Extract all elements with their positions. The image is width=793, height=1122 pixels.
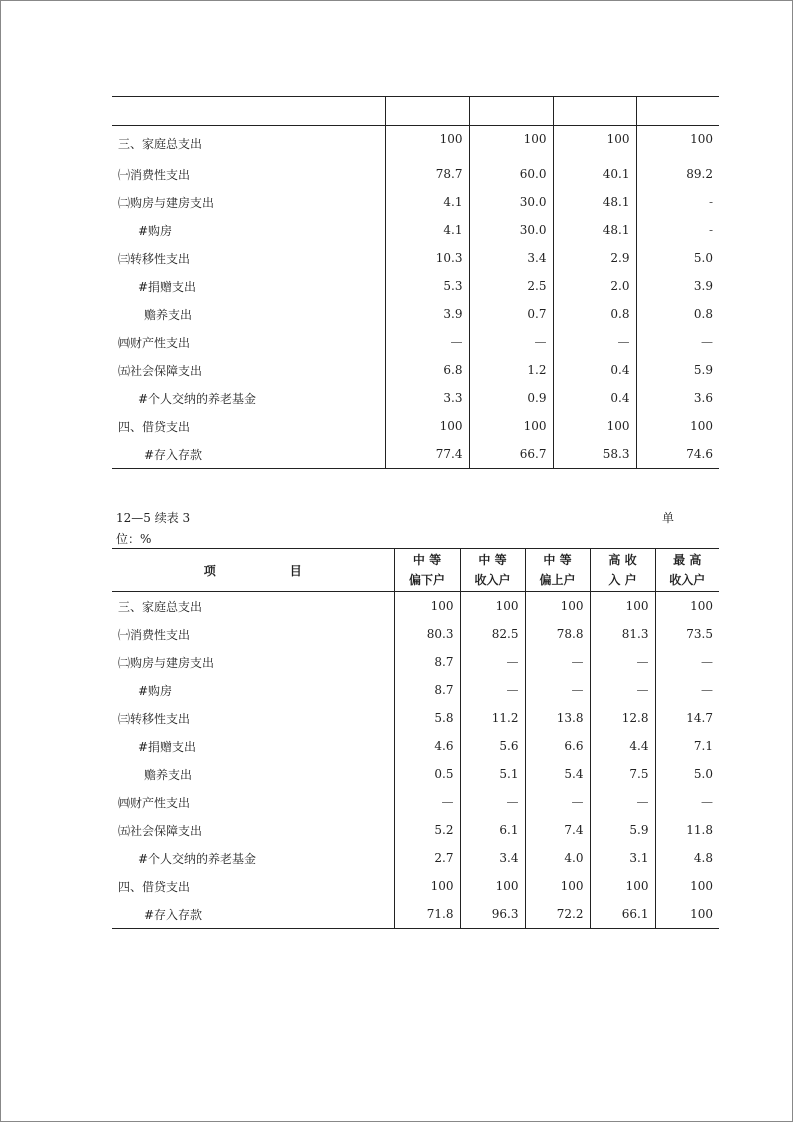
table-row — [112, 300, 719, 328]
value-cell: 0.8 — [636, 300, 719, 328]
value-cell: 66.1 — [590, 900, 655, 929]
table-row — [112, 760, 719, 788]
value-cell: — — [590, 648, 655, 676]
value-cell: 100 — [590, 872, 655, 900]
value-cell: 72.2 — [525, 900, 590, 929]
value-cell: — — [553, 328, 636, 356]
row-label: 三、家庭总支出 — [118, 599, 203, 614]
table-row — [112, 732, 719, 760]
value-cell: 14.7 — [655, 704, 719, 732]
table-row — [112, 816, 719, 844]
value-cell: 4.1 — [385, 188, 469, 216]
table-row — [112, 328, 719, 356]
value-cell: 4.8 — [655, 844, 719, 872]
col-header — [655, 549, 719, 592]
value-cell: 5.1 — [460, 760, 525, 788]
row-label: #捐赠支出 — [138, 279, 197, 294]
row-label: #购房 — [138, 223, 173, 238]
table2-unit-b: 位：% — [116, 532, 152, 546]
value-cell: 4.6 — [394, 732, 460, 760]
table-row — [112, 872, 719, 900]
value-cell: 5.3 — [385, 272, 469, 300]
value-cell: 8.7 — [394, 676, 460, 704]
table2-header-row — [112, 549, 719, 592]
value-cell: 100 — [655, 900, 719, 929]
table-row — [112, 188, 719, 216]
value-cell: — — [655, 648, 719, 676]
value-cell: 5.6 — [460, 732, 525, 760]
row-label: 四、借贷支出 — [118, 879, 191, 894]
col-header-line1: 中 等 — [478, 553, 507, 567]
table-row — [112, 704, 719, 732]
value-cell: 12.8 — [590, 704, 655, 732]
value-cell: — — [460, 676, 525, 704]
value-cell: 3.9 — [636, 272, 719, 300]
value-cell: 40.1 — [553, 160, 636, 188]
value-cell: — — [655, 676, 719, 704]
value-cell: — — [385, 328, 469, 356]
value-cell: 3.6 — [636, 384, 719, 412]
value-cell: 0.4 — [553, 356, 636, 384]
value-cell: — — [525, 788, 590, 816]
value-cell: 48.1 — [553, 188, 636, 216]
row-label: ㈡购房与建房支出 — [118, 195, 215, 210]
value-cell: — — [590, 788, 655, 816]
value-cell: 100 — [525, 592, 590, 621]
value-cell: 5.9 — [590, 816, 655, 844]
value-cell: 3.9 — [385, 300, 469, 328]
col-header — [394, 549, 460, 592]
row-label: ㈢转移性支出 — [118, 711, 191, 726]
value-cell: 13.8 — [525, 704, 590, 732]
col-header-line2: 偏下户 — [408, 573, 445, 587]
row-label: 赡养支出 — [144, 767, 193, 782]
value-cell: 48.1 — [553, 216, 636, 244]
table-row — [112, 676, 719, 704]
value-cell: 7.1 — [655, 732, 719, 760]
row-label: #个人交纳的养老基金 — [138, 851, 257, 866]
col-header — [525, 549, 590, 592]
table-row — [112, 160, 719, 188]
col-header-line1: 中 等 — [543, 553, 572, 567]
row-label: #存入存款 — [112, 440, 385, 469]
value-cell: 5.9 — [636, 356, 719, 384]
expenditure-table-2 — [112, 548, 719, 929]
value-cell: 78.8 — [525, 620, 590, 648]
value-cell: 73.5 — [655, 620, 719, 648]
value-cell: 7.4 — [525, 816, 590, 844]
value-cell: 5.4 — [525, 760, 590, 788]
table-row — [112, 216, 719, 244]
value-cell: 100 — [655, 592, 719, 621]
value-cell: 100 — [394, 592, 460, 621]
value-cell: 100 — [525, 872, 590, 900]
value-cell: 100 — [590, 592, 655, 621]
value-cell: — — [469, 328, 553, 356]
row-label: #个人交纳的养老基金 — [138, 391, 257, 406]
value-cell: 30.0 — [469, 188, 553, 216]
value-cell: — — [525, 676, 590, 704]
value-cell: — — [655, 788, 719, 816]
value-cell: 4.0 — [525, 844, 590, 872]
row-label: 赡养支出 — [144, 307, 193, 322]
table-row — [112, 844, 719, 872]
row-label: #捐赠支出 — [138, 739, 197, 754]
value-cell: 66.7 — [469, 440, 553, 469]
value-cell: — — [460, 648, 525, 676]
value-cell: 2.7 — [394, 844, 460, 872]
value-cell: 58.3 — [553, 440, 636, 469]
value-cell: 7.5 — [590, 760, 655, 788]
value-cell: 74.6 — [636, 440, 719, 469]
item-header-a: 项 — [203, 563, 216, 578]
value-cell: 5.0 — [636, 244, 719, 272]
value-cell: — — [525, 648, 590, 676]
col-header-line2: 入 户 — [608, 573, 637, 587]
value-cell: — — [590, 676, 655, 704]
value-cell: 2.5 — [469, 272, 553, 300]
value-cell: 80.3 — [394, 620, 460, 648]
table-row — [112, 244, 719, 272]
value-cell: 0.5 — [394, 760, 460, 788]
col-header-line2: 收入户 — [669, 573, 706, 587]
value-cell: 100 — [394, 872, 460, 900]
value-cell: 0.9 — [469, 384, 553, 412]
table2-unit-a: 单 — [662, 511, 675, 525]
value-cell: — — [636, 328, 719, 356]
value-cell: 5.2 — [394, 816, 460, 844]
value-cell: 81.3 — [590, 620, 655, 648]
row-label: ㈠消费性支出 — [118, 167, 191, 182]
value-cell: 0.8 — [553, 300, 636, 328]
item-header — [112, 549, 394, 592]
col-header-line1: 最 高 — [673, 553, 702, 567]
table-row — [112, 356, 719, 384]
value-cell: - — [636, 216, 719, 244]
value-cell: 4.1 — [385, 216, 469, 244]
col-header-line1: 高 收 — [608, 553, 637, 567]
col-header — [590, 549, 655, 592]
value-cell: 6.6 — [525, 732, 590, 760]
value-cell: 100 — [553, 126, 636, 161]
value-cell: 4.4 — [590, 732, 655, 760]
value-cell: 1.2 — [469, 356, 553, 384]
row-label: ㈤社会保障支出 — [118, 823, 203, 838]
value-cell: 100 — [655, 872, 719, 900]
table2-body — [112, 592, 719, 929]
row-label: ㈣财产性支出 — [118, 795, 191, 810]
table-row — [112, 900, 719, 929]
value-cell: 77.4 — [385, 440, 469, 469]
table-row — [112, 620, 719, 648]
col-header-line2: 偏上户 — [539, 573, 576, 587]
value-cell: 100 — [553, 412, 636, 440]
value-cell: 0.7 — [469, 300, 553, 328]
value-cell: 100 — [469, 412, 553, 440]
table-row — [112, 384, 719, 412]
value-cell: 5.0 — [655, 760, 719, 788]
value-cell: — — [394, 788, 460, 816]
value-cell: 100 — [636, 412, 719, 440]
value-cell: 6.1 — [460, 816, 525, 844]
value-cell: 100 — [460, 872, 525, 900]
col-header — [460, 549, 525, 592]
expenditure-table-1 — [112, 96, 719, 469]
value-cell: 30.0 — [469, 216, 553, 244]
row-label: ㈣财产性支出 — [118, 335, 191, 350]
value-cell: 11.8 — [655, 816, 719, 844]
value-cell: 3.3 — [385, 384, 469, 412]
value-cell: 78.7 — [385, 160, 469, 188]
row-label: ㈠消费性支出 — [118, 627, 191, 642]
row-label: #购房 — [138, 683, 173, 698]
row-label: 四、借贷支出 — [118, 419, 191, 434]
table-row — [112, 272, 719, 300]
table-row — [112, 648, 719, 676]
col-header-line2: 收入户 — [474, 573, 511, 587]
value-cell: 2.0 — [553, 272, 636, 300]
value-cell: 8.7 — [394, 648, 460, 676]
value-cell: 0.4 — [553, 384, 636, 412]
item-header-b: 目 — [289, 563, 302, 578]
value-cell: 96.3 — [460, 900, 525, 929]
value-cell: 100 — [469, 126, 553, 161]
table2-caption: 12—5 续表 3 — [116, 511, 191, 525]
row-label: ㈡购房与建房支出 — [118, 655, 215, 670]
value-cell: 100 — [460, 592, 525, 621]
table1-header-row — [112, 97, 719, 126]
table-row — [112, 412, 719, 440]
table-row — [112, 788, 719, 816]
value-cell: - — [636, 188, 719, 216]
col-header-line1: 中 等 — [412, 553, 442, 567]
value-cell: 100 — [385, 412, 469, 440]
value-cell: 2.9 — [553, 244, 636, 272]
value-cell: 5.8 — [394, 704, 460, 732]
value-cell: 71.8 — [394, 900, 460, 929]
value-cell: 6.8 — [385, 356, 469, 384]
row-label: ㈢转移性支出 — [118, 251, 191, 266]
value-cell: 100 — [636, 126, 719, 161]
value-cell: 3.1 — [590, 844, 655, 872]
value-cell: 60.0 — [469, 160, 553, 188]
table1-body — [112, 126, 719, 469]
table-row — [112, 592, 719, 621]
value-cell: 11.2 — [460, 704, 525, 732]
table-row — [112, 440, 719, 469]
row-label: #存入存款 — [112, 900, 394, 929]
value-cell: 10.3 — [385, 244, 469, 272]
table-row — [112, 126, 719, 161]
value-cell: 82.5 — [460, 620, 525, 648]
value-cell: — — [460, 788, 525, 816]
value-cell: 3.4 — [469, 244, 553, 272]
row-label: ㈤社会保障支出 — [118, 363, 203, 378]
value-cell: 3.4 — [460, 844, 525, 872]
value-cell: 89.2 — [636, 160, 719, 188]
value-cell: 100 — [385, 126, 469, 161]
row-label: 三、家庭总支出 — [118, 136, 203, 151]
